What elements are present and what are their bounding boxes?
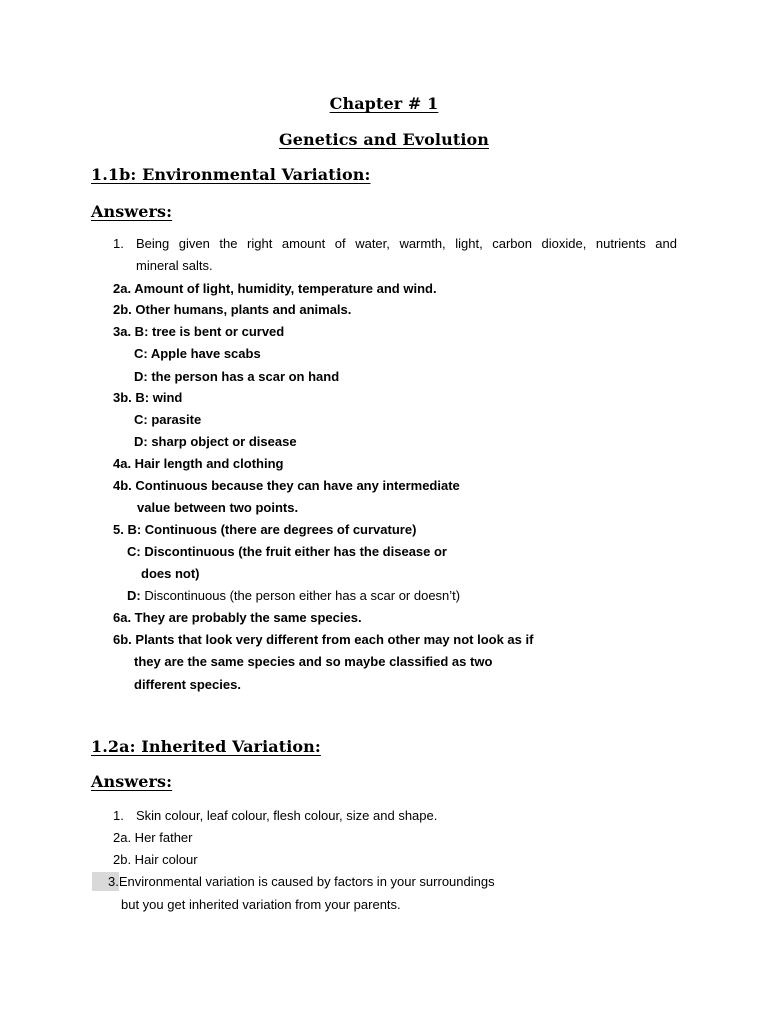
answer-text: Being given the right amount of water, warmth, light, carbon dioxide, nutrients and — [136, 236, 677, 251]
inherited-answer-3-line1 — [108, 874, 495, 890]
answer-3b-c: C: parasite — [134, 412, 202, 427]
answer-5-c-line2: does not) — [141, 566, 200, 581]
chapter-subject: Genetics and Evolution — [278, 130, 490, 149]
answer-2b: 2b. Other humans, plants and animals. — [113, 302, 352, 317]
inherited-answer-2b: 2b. Hair colour — [113, 852, 198, 867]
chapter-title: Chapter # 1 — [329, 94, 439, 113]
answer-6b-line2: they are the same species and so maybe classified as two — [134, 654, 493, 669]
answer-3a-d: D: the person has a scar on hand — [134, 369, 340, 384]
section-heading-inherited: 1.2a: Inherited Variation: — [91, 737, 321, 756]
answer-2a: 2a. Amount of light, humidity, temperature and wind. — [113, 281, 437, 296]
answer-3b-b: 3b. B: wind — [113, 390, 183, 405]
answer-text: Skin colour, leaf colour, flesh colour, size and shape. — [136, 808, 438, 823]
answers-heading-2: Answers: — [91, 772, 173, 791]
answer-4b-line1: 4b. Continuous because they can have any intermediate — [113, 478, 460, 493]
answer-6b-line1: 6b. Plants that look very different from each other may not look as if — [113, 632, 534, 647]
answer-3b-d: D: sharp object or disease — [134, 434, 297, 449]
answer-5-b: 5. B: Continuous (there are degrees of curvature) — [113, 522, 417, 537]
inherited-answer-3-line2: but you get inherited variation from your parents. — [121, 897, 401, 912]
answer-number: 1. — [113, 808, 124, 823]
answer-3a-c: C: Apple have scabs — [134, 346, 261, 361]
answer-4b-line2: value between two points. — [137, 500, 299, 515]
answer-5-d — [127, 588, 460, 604]
answer-5-d-text: Discontinuous (the person either has a scar or doesn’t) — [140, 588, 461, 603]
answer-3a-b: 3a. B: tree is bent or curved — [113, 324, 285, 339]
answer-5-d-label: D: — [127, 588, 141, 603]
answer-number: 1. — [113, 236, 124, 251]
answer-6b-line3: different species. — [134, 677, 241, 692]
section-heading-environmental: 1.1b: Environmental Variation: — [91, 165, 371, 184]
answers-heading: Answers: — [91, 202, 173, 221]
answer-5-c-line1: C: Discontinuous (the fruit either has the disease or — [127, 544, 447, 559]
answer-text: Environmental variation is caused by factors in your surroundings — [118, 874, 495, 889]
answer-number-highlight: 3. — [92, 872, 119, 891]
inherited-answer-2a: 2a. Her father — [113, 830, 193, 845]
answer-1 — [113, 236, 677, 252]
inherited-answer-1 — [113, 808, 437, 824]
answer-4a: 4a. Hair length and clothing — [113, 456, 284, 471]
answer-6a: 6a. They are probably the same species. — [113, 610, 362, 625]
answer-1-continued: mineral salts. — [136, 258, 213, 273]
